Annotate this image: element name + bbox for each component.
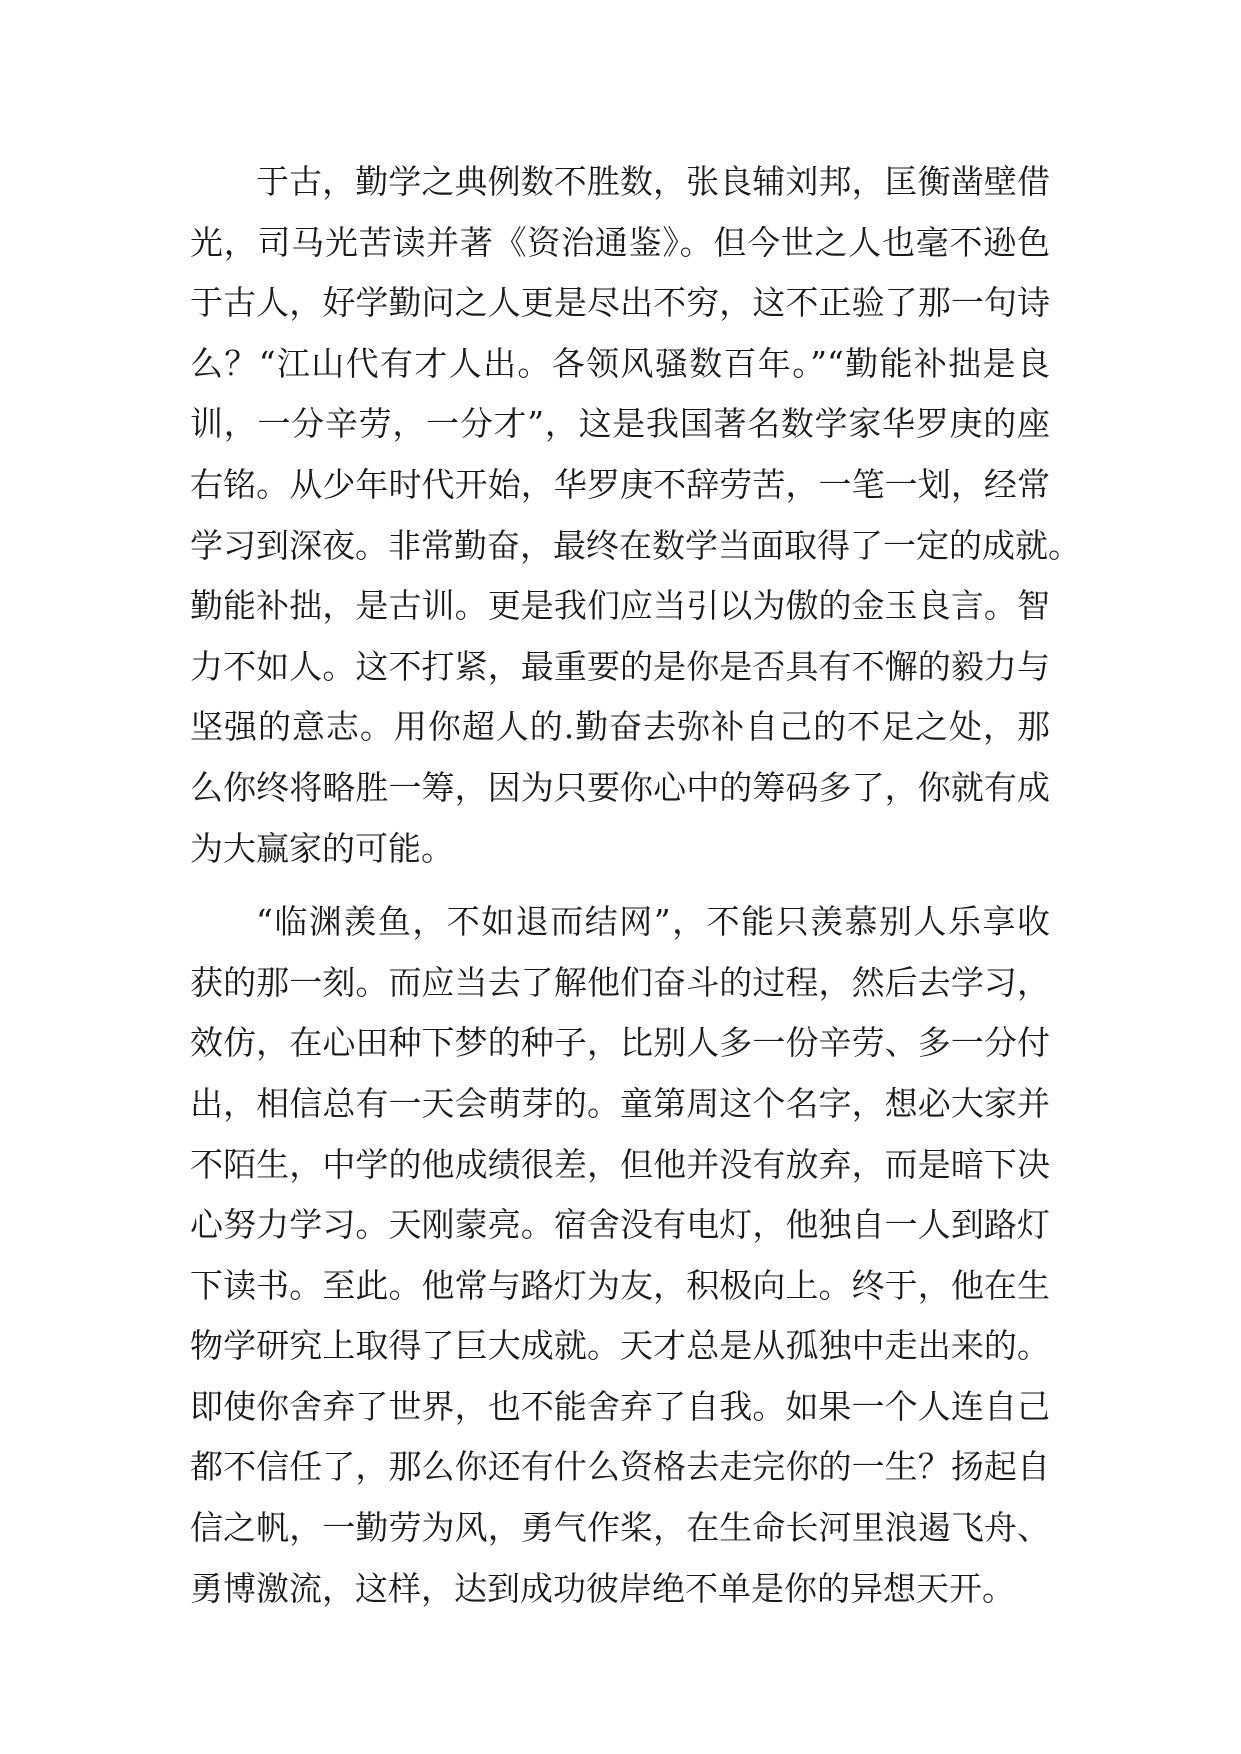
paragraph-line: 下读书。至此。他常与路灯为友，积极向上。终于，他在生 <box>190 1265 1050 1305</box>
paragraph-2 <box>190 892 1050 1619</box>
paragraph-line: 训，一分辛劳，一分才”，这是我国著名数学家华罗庚的座 <box>190 404 1050 444</box>
paragraph-line: 勤能补拙，是古训。更是我们应当引以为傲的金玉良言。智 <box>190 586 1050 626</box>
paragraph-line: 于古，勤学之典例数不胜数，张良辅刘邦，匡衡凿壁借 <box>256 162 1050 201</box>
paragraph-line: “临渊羡鱼，不如退而结网”，不能只羡慕别人乐享收 <box>256 902 1050 942</box>
paragraph-line: 学习到深夜。非常勤奋，最终在数学当面取得了一定的成就。 <box>190 525 1081 565</box>
paragraph-1 <box>190 152 1081 879</box>
paragraph-line: 效仿，在心田种下梦的种子，比别人多一份辛劳、多一分付 <box>190 1023 1050 1063</box>
paragraph-line: 力不如人。这不打紧，最重要的是你是否具有不懈的毅力与 <box>190 646 1050 686</box>
paragraph-line: 即使你舍弃了世界，也不能舍弃了自我。如果一个人连自己 <box>190 1386 1050 1426</box>
paragraph-spacer <box>190 879 1050 892</box>
paragraph-line: 么你终将略胜一筹，因为只要你心中的筹码多了，你就有成 <box>190 767 1050 807</box>
paragraph-line: 么？“江山代有才人出。各领风骚数百年。”“勤能补拙是良 <box>190 343 1050 383</box>
paragraph-line: 获的那一刻。而应当去了解他们奋斗的过程，然后去学习， <box>190 962 1050 1002</box>
paragraph-line: 都不信任了，那么你还有什么资格去走完你的一生？扬起自 <box>190 1447 1050 1487</box>
paragraph-line: 为大赢家的可能。 <box>190 828 454 868</box>
document-body <box>190 152 1081 1619</box>
paragraph-line: 不陌生，中学的他成绩很差，但他并没有放弃，而是暗下决 <box>190 1144 1050 1184</box>
paragraph-line: 出，相信总有一天会萌芽的。童第周这个名字，想必大家并 <box>190 1083 1050 1123</box>
paragraph-line: 信之帆，一勤劳为风，勇气作桨，在生命长河里浪遏飞舟、 <box>190 1508 1050 1548</box>
paragraph-line: 右铭。从少年时代开始，华罗庚不辞劳苦，一笔一划，经常 <box>190 464 1050 504</box>
paragraph-line: 心努力学习。天刚蒙亮。宿舍没有电灯，他独自一人到路灯 <box>190 1205 1050 1245</box>
paragraph-line: 勇博激流，这样，达到成功彼岸绝不单是你的异想天开。 <box>190 1568 1015 1608</box>
paragraph-line: 坚强的意志。用你超人的.勤奋去弥补自己的不足之处，那 <box>190 707 1050 747</box>
paragraph-line: 物学研究上取得了巨大成就。天才总是从孤独中走出来的。 <box>190 1326 1050 1366</box>
paragraph-line: 光，司马光苦读并著《资治通鉴》。但今世之人也毫不逊色 <box>190 222 1050 262</box>
paragraph-line: 于古人，好学勤问之人更是尽出不穷，这不正验了那一句诗 <box>190 283 1050 323</box>
